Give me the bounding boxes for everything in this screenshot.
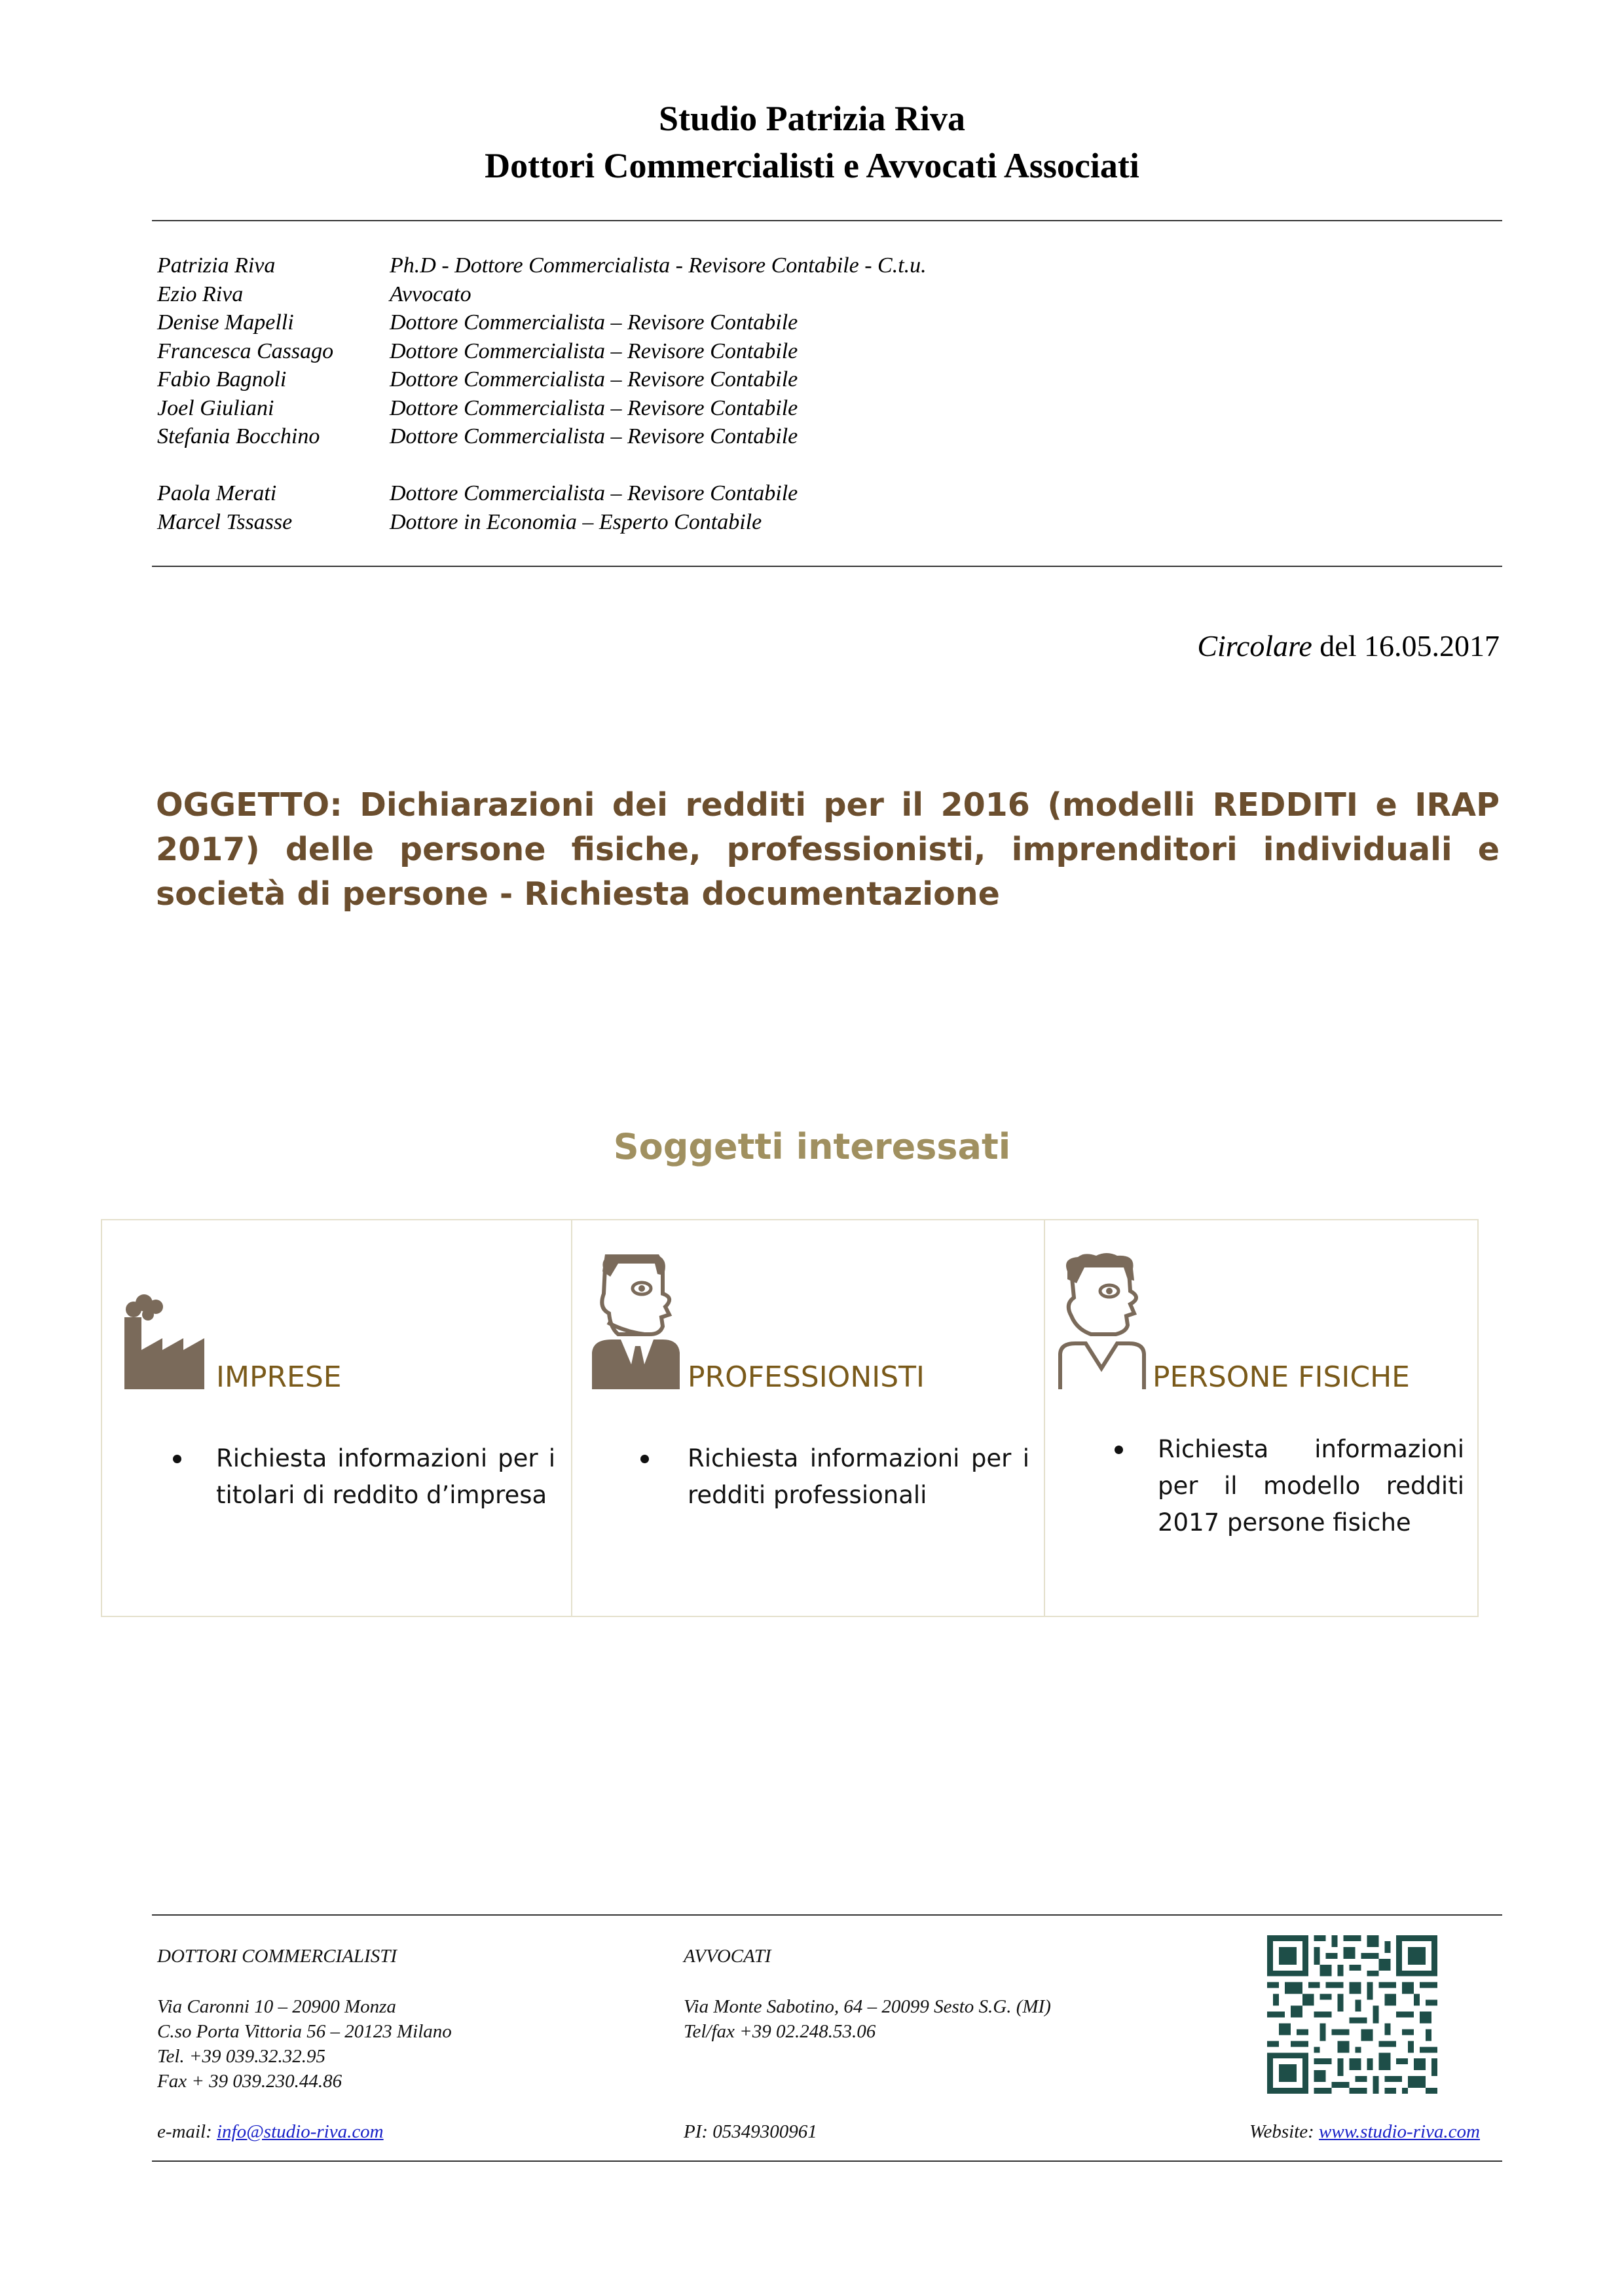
category-cell-imprese — [102, 1220, 571, 1616]
bullet-icon — [640, 1455, 649, 1463]
staff-name: Denise Mapelli — [157, 310, 294, 335]
staff-title: Dottore Commercialista – Revisore Contabile — [390, 338, 798, 363]
staff-name: Fabio Bagnoli — [157, 367, 287, 392]
footer-address-line: Via Caronni 10 – 20900 Monza — [157, 1996, 396, 2017]
staff-row — [157, 337, 927, 366]
staff-name: Francesca Cassago — [157, 338, 334, 363]
footer-address-line: Via Monte Sabotino, 64 – 20099 Sesto S.G. (MI) — [684, 1996, 1051, 2017]
website-link[interactable]: www.studio-riva.com — [1319, 2121, 1480, 2142]
staff-name: Ezio Riva — [157, 282, 244, 306]
footer-address-line: C.so Porta Vittoria 56 – 20123 Milano — [157, 2021, 452, 2042]
subject-heading: OGGETTO: Dichiarazioni dei redditi per il 2016 (modelli REDDITI e IRAP 2017) delle persone fisiche, professionisti, imprenditori individuali e società di persone - Richiesta documentazione — [156, 786, 1500, 913]
professional-person-icon — [592, 1254, 680, 1389]
bullet-icon — [173, 1455, 181, 1463]
category-label: IMPRESE — [216, 1360, 342, 1394]
category-description: Richiesta informazioni per i titolari di reddito d’impresa — [216, 1444, 555, 1509]
staff-row — [157, 308, 927, 337]
staff-title: Ph.D - Dottore Commercialista - Revisore Contabile - C.t.u. — [390, 253, 927, 278]
footer-mid-heading: AVVOCATI — [684, 1946, 771, 1967]
header-divider — [152, 220, 1502, 221]
category-cell-persone-fisiche — [1044, 1220, 1480, 1616]
footer-top-divider — [152, 1914, 1502, 1916]
footer-address-line: Tel/fax +39 02.248.53.06 — [684, 2021, 876, 2042]
footer-website-label: Website: — [1249, 2121, 1314, 2142]
category-label: PERSONE FISICHE — [1153, 1360, 1410, 1394]
footer-mid-address — [684, 1994, 1051, 2044]
staff-title: Avvocato — [390, 282, 471, 306]
categories-table — [101, 1219, 1479, 1617]
staff-list — [157, 251, 927, 536]
firm-subtitle: Dottori Commercialisti e Avvocati Associati — [485, 146, 1139, 185]
staff-row — [157, 422, 927, 451]
category-description: Richiesta informazioni per i redditi professionali — [688, 1444, 1029, 1509]
category-description: Richiesta informazioni per il modello redditi 2017 persone fisiche — [1158, 1435, 1464, 1537]
footer-left-heading: DOTTORI COMMERCIALISTI — [157, 1946, 397, 1967]
footer-vat-number: PI: 05349300961 — [684, 2121, 817, 2142]
circolare-label: Circolare — [1197, 629, 1312, 663]
circolare-date-text: del 16.05.2017 — [1320, 629, 1500, 663]
footer-address-line: Fax + 39 039.230.44.86 — [157, 2071, 342, 2092]
category-cell-professionisti — [571, 1220, 1044, 1616]
staff-row — [157, 280, 927, 309]
staff-name: Marcel Tssasse — [157, 509, 293, 534]
staff-title: Dottore in Economia – Esperto Contabile — [390, 509, 762, 534]
staff-divider — [152, 566, 1502, 567]
footer-email — [157, 2121, 384, 2143]
firm-name: Studio Patrizia Riva — [659, 99, 965, 138]
section-title: Soggetti interessati — [613, 1126, 1011, 1167]
staff-title: Dottore Commercialista – Revisore Contabile — [390, 481, 798, 505]
email-link[interactable]: info@studio-riva.com — [217, 2121, 384, 2142]
staff-name: Stefania Bocchino — [157, 424, 320, 448]
qr-code-icon — [1266, 1935, 1438, 2094]
staff-name: Paola Merati — [157, 481, 277, 505]
staff-row — [157, 365, 927, 394]
staff-title: Dottore Commercialista – Revisore Contabile — [390, 424, 798, 448]
factory-icon — [122, 1292, 206, 1389]
staff-row — [157, 251, 927, 280]
staff-title: Dottore Commercialista – Revisore Contabile — [390, 367, 798, 392]
staff-title: Dottore Commercialista – Revisore Contabile — [390, 395, 798, 420]
staff-row — [157, 508, 927, 537]
category-label: PROFESSIONISTI — [688, 1360, 925, 1394]
footer-email-label: e-mail: — [157, 2121, 212, 2142]
footer-website — [1249, 2121, 1480, 2143]
footer-left-address — [157, 1994, 452, 2094]
person-icon — [1058, 1252, 1146, 1389]
footer-address-line: Tel. +39 039.32.32.95 — [157, 2046, 325, 2067]
staff-name: Patrizia Riva — [157, 253, 276, 278]
staff-row — [157, 479, 927, 508]
footer-bottom-divider — [152, 2160, 1502, 2162]
staff-name: Joel Giuliani — [157, 395, 274, 420]
bullet-icon — [1115, 1446, 1123, 1454]
circolare-date — [1197, 629, 1500, 663]
staff-title: Dottore Commercialista – Revisore Contabile — [390, 310, 798, 335]
staff-row — [157, 394, 927, 423]
